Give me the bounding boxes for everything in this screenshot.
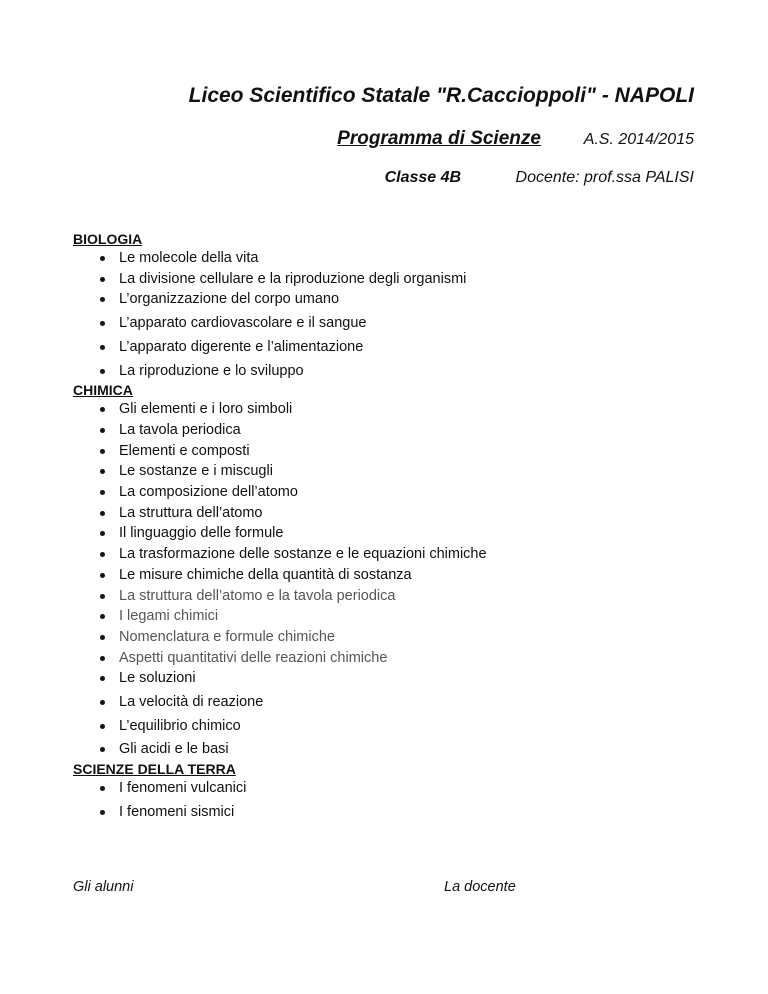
section-heading-chimica: CHIMICA xyxy=(73,382,133,399)
teacher-name: Docente: prof.ssa PALISI xyxy=(515,169,694,186)
list-item: Le soluzioni xyxy=(73,668,713,689)
list-item: L’apparato cardiovascolare e il sangue xyxy=(73,313,713,334)
scienze-terra-list xyxy=(73,778,713,822)
list-item: Il linguaggio delle formule xyxy=(73,523,713,544)
school-year: A.S. 2014/2015 xyxy=(583,131,694,148)
list-item: La trasformazione delle sostanze e le equazioni chimiche xyxy=(73,544,713,565)
list-item: La divisione cellulare e la riproduzione degli organismi xyxy=(73,269,713,290)
students-signature-label: Gli alunni xyxy=(73,879,134,895)
list-item: Nomenclatura e formule chimiche xyxy=(73,627,713,648)
section-heading-scienze-terra: SCIENZE DELLA TERRA xyxy=(73,761,236,778)
list-item: Aspetti quantitativi delle reazioni chimiche xyxy=(73,648,713,669)
list-item: La riproduzione e lo sviluppo xyxy=(73,361,713,382)
list-item: L’equilibrio chimico xyxy=(73,716,713,737)
program-line xyxy=(321,128,694,150)
chimica-list xyxy=(73,399,713,760)
list-item: La struttura dell’atomo xyxy=(73,503,713,524)
teacher-signature-label: La docente xyxy=(444,879,516,895)
school-title: Liceo Scientifico Statale "R.Caccioppoli" - NAPOLI xyxy=(188,84,694,107)
list-item: L’apparato digerente e l’alimentazione xyxy=(73,337,713,358)
list-item: Le molecole della vita xyxy=(73,248,713,269)
list-item: La composizione dell’atomo xyxy=(73,482,713,503)
list-item: La struttura dell’atomo e la tavola periodica xyxy=(73,586,713,607)
biologia-list xyxy=(73,248,713,381)
list-item: Le sostanze e i miscugli xyxy=(73,461,713,482)
class-line xyxy=(385,169,694,187)
list-item: Elementi e composti xyxy=(73,441,713,462)
list-item: I fenomeni sismici xyxy=(73,802,713,823)
syllabus-content xyxy=(73,230,713,823)
list-item: Le misure chimiche della quantità di sostanza xyxy=(73,565,713,586)
section-heading-biologia: BIOLOGIA xyxy=(73,231,143,247)
list-item: I legami chimici xyxy=(73,606,713,627)
list-item: La tavola periodica xyxy=(73,420,713,441)
list-item: I fenomeni vulcanici xyxy=(73,778,713,799)
class-label: Classe 4B xyxy=(384,169,462,186)
list-item: La velocità di reazione xyxy=(73,692,713,713)
program-title: Programma di Scienze xyxy=(337,128,541,149)
list-item: L’organizzazione del corpo umano xyxy=(73,289,713,310)
list-item: Gli acidi e le basi xyxy=(73,739,713,760)
list-item: Gli elementi e i loro simboli xyxy=(73,399,713,420)
